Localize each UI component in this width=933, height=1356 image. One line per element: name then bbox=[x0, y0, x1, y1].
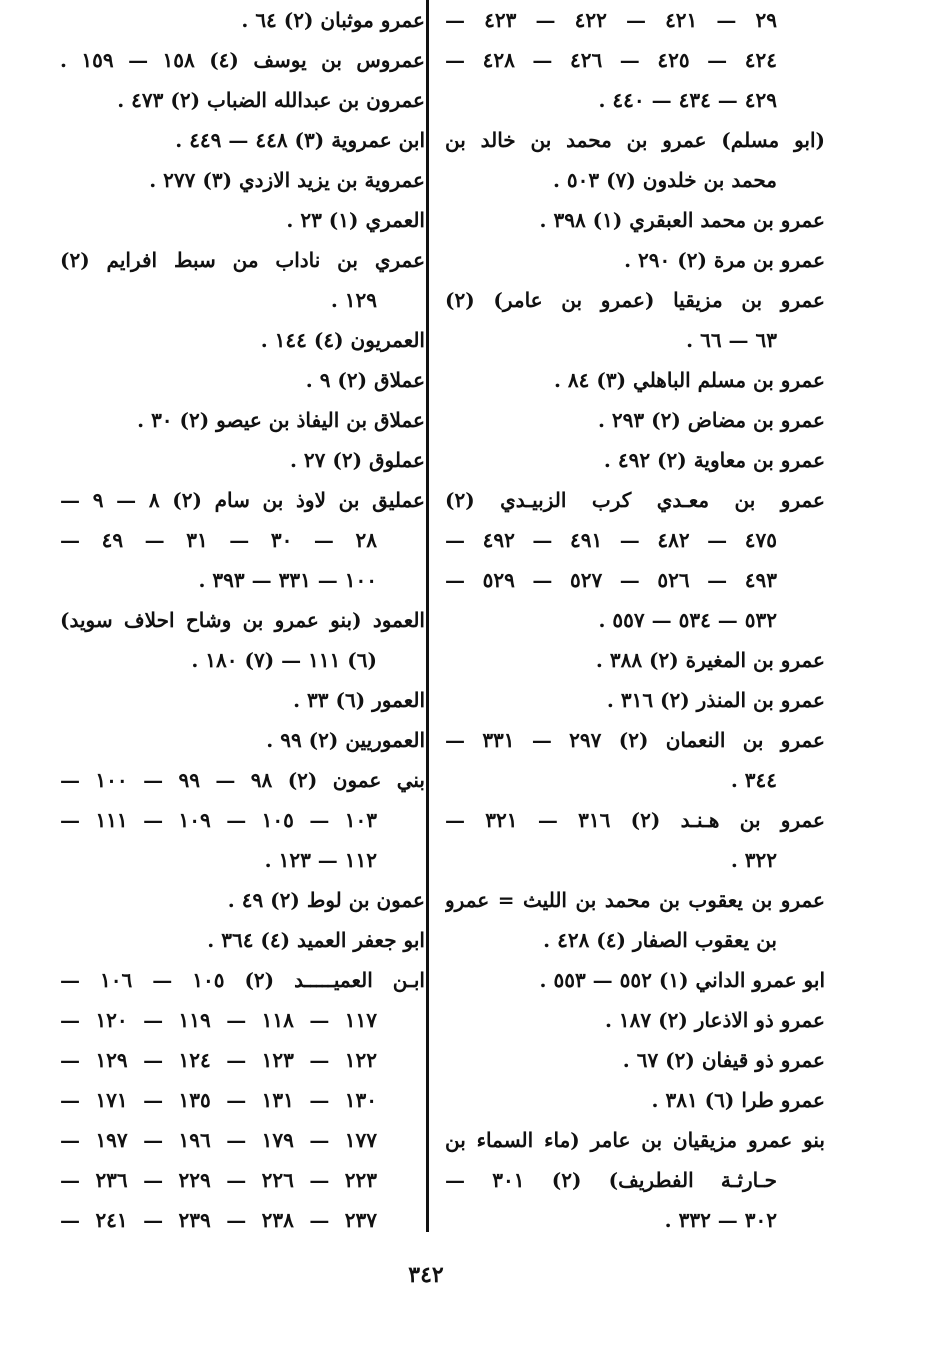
index-line: ابو عمرو الداني (١) ٥٥٢ — ٥٥٣ . bbox=[539, 968, 825, 992]
index-line: عمروس بن يوسف (٤) ١٥٨ — ١٥٩ . bbox=[60, 48, 425, 72]
index-line: ٤٧٥ — ٤٨٢ — ٤٩١ — ٤٩٢ — bbox=[445, 528, 777, 552]
index-line: عمرو بن يعقوب بن محمد بن الليث = عمرو bbox=[445, 888, 825, 912]
index-line: عمرو بن المغيرة (٢) ٣٨٨ . bbox=[595, 648, 825, 672]
index-line: ١٧٧ — ١٧٩ — ١٩٦ — ١٩٧ — bbox=[60, 1128, 377, 1152]
right-column bbox=[445, 0, 825, 1240]
left-column bbox=[60, 0, 425, 1240]
page-number: ٣٤٢ bbox=[408, 1262, 444, 1288]
index-line: ٤٢٩ — ٤٣٤ — ٤٤٠ . bbox=[598, 88, 777, 112]
index-line: عمرو بن مسلم الباهلي (٣) ٨٤ . bbox=[553, 368, 825, 392]
index-line: العمريون (٤) ١٤٤ . bbox=[260, 328, 425, 352]
index-line: العمور (٦) ٣٣ . bbox=[293, 688, 425, 712]
index-line: عمرو بن مزيقيا (عمرو بن عامر) (٢) bbox=[445, 288, 825, 312]
index-line: عملوق (٢) ٢٧ . bbox=[289, 448, 425, 472]
index-line: بني عمون (٢) ٩٨ — ٩٩ — ١٠٠ — bbox=[60, 768, 425, 792]
index-line: ٢٣٧ — ٢٣٨ — ٢٣٩ — ٢٤١ — bbox=[60, 1208, 377, 1232]
index-line: ٤٢٤ — ٤٢٥ — ٤٢٦ — ٤٢٨ — bbox=[445, 48, 777, 72]
index-line: ٣٠٢ — ٣٣٢ . bbox=[664, 1208, 777, 1232]
index-line: ٢٢٣ — ٢٢٦ — ٢٢٩ — ٢٣٦ — bbox=[60, 1168, 377, 1192]
index-line: بن يعقوب الصفار (٤) ٤٢٨ . bbox=[543, 928, 777, 952]
index-line: ابو جعفر العميد (٤) ٣٦٤ . bbox=[207, 928, 425, 952]
index-line: ٢٩ — ٤٢١ — ٤٢٢ — ٤٢٣ — bbox=[445, 8, 778, 32]
index-line: ١٠٣ — ١٠٥ — ١٠٩ — ١١١ — bbox=[60, 808, 377, 832]
index-line: العمود (بنو عمرو بن وشاح احلاف سويد) bbox=[60, 608, 425, 632]
index-line: حـارثـة الفطريف) (٢) ٣٠١ — bbox=[445, 1168, 777, 1192]
index-line: عمرون بن عبدالله الضباب (٢) ٤٧٣ . bbox=[117, 88, 425, 112]
index-line: عمرو ذو قيفان (٢) ٦٧ . bbox=[622, 1048, 825, 1072]
index-line: عمرو بن مضاض (٢) ٢٩٣ . bbox=[597, 408, 825, 432]
index-line: ١١٢ — ١٢٣ . bbox=[264, 848, 377, 872]
index-line: عمون بن لوط (٢) ٤٩ . bbox=[227, 888, 425, 912]
index-line: ٤٩٣ — ٥٢٦ — ٥٢٧ — ٥٢٩ — bbox=[445, 568, 777, 592]
index-line: ٣٤٤ . bbox=[730, 768, 777, 792]
index-line: ٣٢٢ . bbox=[730, 848, 777, 872]
index-line: ٦٣ — ٦٦ . bbox=[686, 328, 777, 352]
index-line: ١٢٢ — ١٢٣ — ١٢٤ — ١٢٩ — bbox=[60, 1048, 377, 1072]
index-line: عمروية بن يزيد الازدي (٣) ٢٧٧ . bbox=[149, 168, 425, 192]
index-line: بنو عمرو مزيقيان بن عامر (ماء السماء بن bbox=[445, 1128, 825, 1152]
index-line: (٦) ١١١ — (٧) ١٨٠ . bbox=[191, 648, 377, 672]
index-line: العموريين (٢) ٩٩ . bbox=[266, 728, 425, 752]
index-line: ٢٨ — ٣٠ — ٣١ — ٤٩ — bbox=[60, 528, 377, 552]
index-line: عمرو بن النعمان (٢) ٢٩٧ — ٣٣١ — bbox=[445, 728, 825, 752]
index-line: ٥٣٢ — ٥٣٤ — ٥٥٧ . bbox=[598, 608, 777, 632]
index-line: عمرو بن محمد العبقري (١) ٣٩٨ . bbox=[539, 208, 825, 232]
index-line: ابـن العميـــــد (٢) ١٠٥ — ١٠٦ — bbox=[60, 968, 425, 992]
index-line: ابن عمروية (٣) ٤٤٨ — ٤٤٩ . bbox=[175, 128, 425, 152]
column-divider bbox=[426, 0, 429, 1232]
index-line: (ابو مسلم) عمرو بن محمد بن خالد بن bbox=[445, 128, 825, 152]
index-line: ١٣٠ — ١٣١ — ١٣٥ — ١٧١ — bbox=[60, 1088, 377, 1112]
index-line: عمرو بن مرة (٢) ٢٩٠ . bbox=[624, 248, 825, 272]
index-line: ١٠٠ — ٣٣١ — ٣٩٣ . bbox=[198, 568, 377, 592]
index-line: عمليق بن لاوذ بن سام (٢) ٨ — ٩ — bbox=[60, 488, 425, 512]
index-line: عمرو موثبان (٢) ٦٤ . bbox=[241, 8, 425, 32]
index-line: ١١٧ — ١١٨ — ١١٩ — ١٢٠ — bbox=[60, 1008, 377, 1032]
index-line: عمرو ذو الاذعار (٢) ١٨٧ . bbox=[604, 1008, 825, 1032]
index-line: عمرو بن هـنـد (٢) ٣١٦ — ٣٢١ — bbox=[445, 808, 825, 832]
index-line: العمري (١) ٢٣ . bbox=[286, 208, 425, 232]
index-line: عمرو بن معاوية (٢) ٤٩٢ . bbox=[603, 448, 825, 472]
index-line: عمرو بن معـدي كرب الزبيـدي (٢) bbox=[445, 488, 825, 512]
index-line: ١٢٩ . bbox=[330, 288, 377, 312]
index-line: محمد بن خلدون (٧) ٥٠٣ . bbox=[552, 168, 777, 192]
index-line: عملاق (٢) ٩ . bbox=[305, 368, 425, 392]
index-line: عمرو طرا (٦) ٣٨١ . bbox=[651, 1088, 825, 1112]
index-line: عمرو بن المنذر (٢) ٣١٦ . bbox=[606, 688, 825, 712]
index-line: عمري بن ناداب من سبط افرايم (٢) bbox=[60, 248, 425, 272]
index-line: عملاق بن اليفاذ بن عيصو (٢) ٣٠ . bbox=[137, 408, 425, 432]
